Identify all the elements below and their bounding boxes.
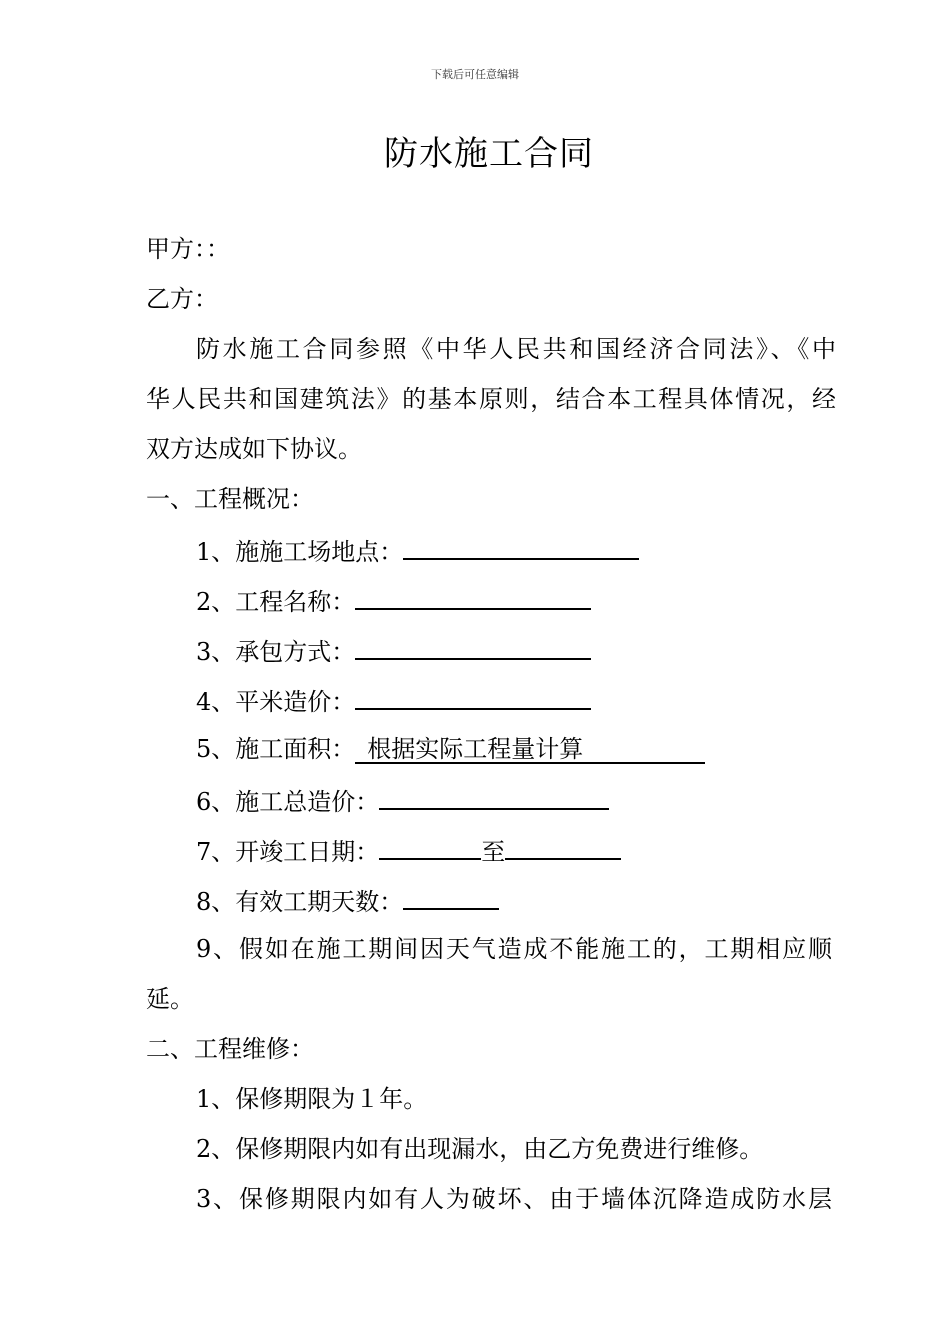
warranty-item-3 <box>196 1184 836 1214</box>
intro-line-1 <box>196 334 836 364</box>
item-dates-label: 7、开竣工日期： <box>196 838 380 866</box>
project-name-blank-field[interactable] <box>355 584 591 610</box>
item-total-price-label: 6、施工总造价： <box>196 788 380 816</box>
party-b-line: 乙方： <box>146 285 218 313</box>
item-project-name-label: 2、工程名称： <box>196 588 356 616</box>
warranty-item-3-text: 3、保修期限内如有人为破坏、由于墙体沉降造成防水层 <box>196 1185 832 1213</box>
header-note: 下载后可任意编辑 <box>431 68 519 81</box>
intro-line-3: 双方达成如下协议。 <box>146 435 362 463</box>
item-unit-price-label: 4、平米造价： <box>196 688 356 716</box>
item-project-name <box>196 584 886 617</box>
date-to-text: 至 <box>481 838 506 866</box>
party-a-line: 甲方：： <box>146 235 230 263</box>
section1-heading: 一、工程概况： <box>146 485 314 513</box>
item-area <box>196 734 886 764</box>
item-weather-line-2: 延。 <box>146 985 194 1013</box>
item-total-price <box>196 784 886 817</box>
intro-text-1: 防水施工合同参照《中华人民共和国经济合同法》、《中 <box>196 335 836 363</box>
contract-mode-blank-field[interactable] <box>355 634 591 660</box>
item-area-label: 5、施工面积： <box>196 735 356 763</box>
item-weather-text-1: 9、假如在施工期间因天气造成不能施工的，工期相应顺 <box>196 935 832 963</box>
intro-line-2 <box>146 384 836 414</box>
section2-heading: 二、工程维修： <box>146 1035 314 1063</box>
item-site-label: 1、施施工场地点： <box>196 538 404 566</box>
item-weather-line-1 <box>196 934 836 964</box>
warranty-item-2: 2、保修期限内如有出现漏水，由乙方免费进行维修。 <box>196 1135 764 1163</box>
unit-price-blank-field[interactable] <box>355 684 591 710</box>
warranty-item-1: 1、保修期限为１年。 <box>196 1085 428 1113</box>
item-dates <box>196 834 886 867</box>
total-price-blank-field[interactable] <box>379 784 609 810</box>
end-date-blank-field[interactable] <box>505 834 621 860</box>
item-site <box>196 534 886 567</box>
document-title: 防水施工合同 <box>384 134 594 174</box>
item-unit-price <box>196 684 886 717</box>
item-duration-label: 8、有效工期天数： <box>196 888 404 916</box>
area-value: 根据实际工程量计算 <box>355 736 705 764</box>
item-contract-mode-label: 3、承包方式： <box>196 638 356 666</box>
item-contract-mode <box>196 634 886 667</box>
start-date-blank-field[interactable] <box>379 834 481 860</box>
item-duration <box>196 884 886 917</box>
duration-blank-field[interactable] <box>403 884 499 910</box>
site-blank-field[interactable] <box>403 534 639 560</box>
intro-text-2: 华人民共和国建筑法》的基本原则，结合本工程具体情况，经 <box>146 385 836 413</box>
